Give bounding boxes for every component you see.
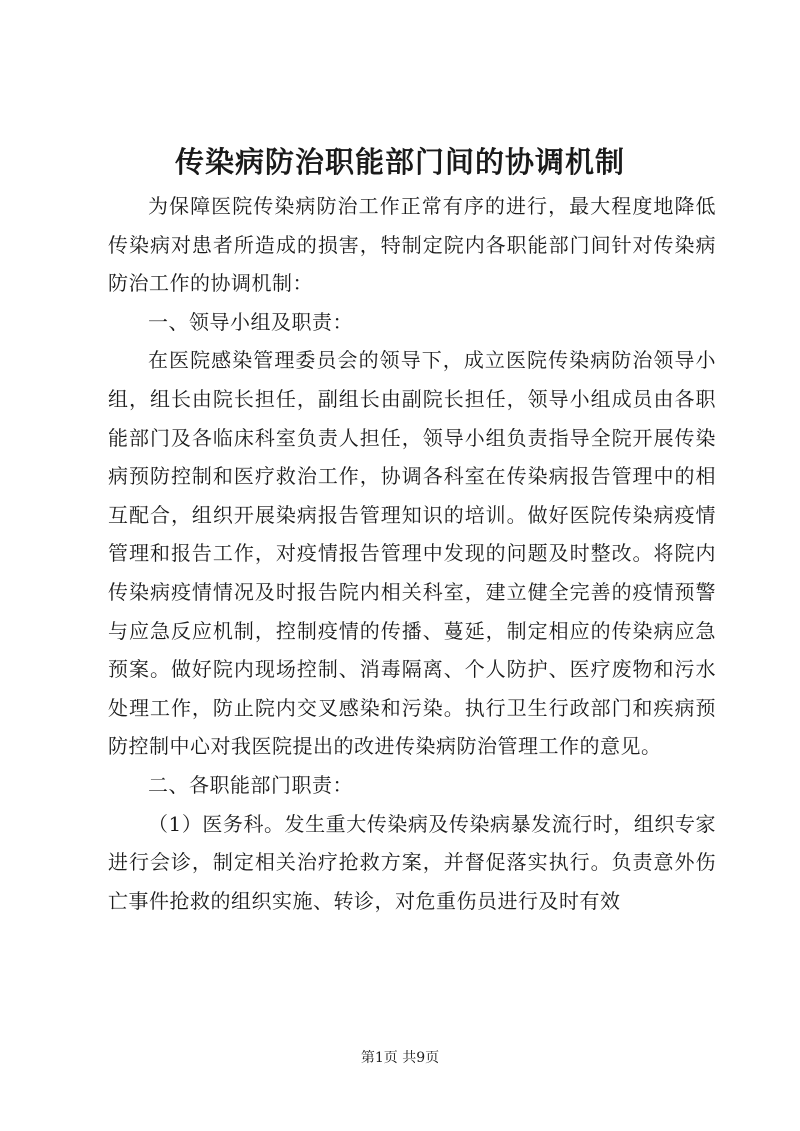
document-body bbox=[108, 187, 716, 920]
document-title: 传染病防治职能部门间的协调机制 bbox=[174, 145, 625, 179]
leadership-paragraph: 在医院感染管理委员会的领导下，成立医院传染病防治领导小组，组长由院长担任，副组长由副院长担任，领导小组成员由各职能部门及各临床科室负责人担任，领导小组负责指导全院开展传染病预防控制和医疗救治工作，协调各科室在传染病报告管理中的相互配合，组织开展染病报告管理知识的培训。做好医院传染病疫情管理和报告工作，对疫情报告管理中发现的问题及时整改。将院内传染病疫情情况及时报告院内相关科室，建立健全完善的疫情预警与应急反应机制，控制疫情的传播、蔓延，制定相应的传染病应急预案。做好院内现场控制、消毒隔离、个人防护、医疗废物和污水处理工作，防止院内交叉感染和污染。执行卫生行政部门和疾病预防控制中心对我医院提出的改进传染病防治管理工作的意见。 bbox=[108, 348, 716, 759]
intro-paragraph: 为保障医院传染病防治工作正常有序的进行，最大程度地降低传染病对患者所造成的损害，特制定院内各职能部门间针对传染病防治工作的协调机制： bbox=[108, 194, 716, 296]
page-number-footer: 第1页 共9页 bbox=[360, 1050, 440, 1066]
medical-affairs-paragraph: （1）医务科。发生重大传染病及传染病暴发流行时，组织专家进行会诊，制定相关治疗抢救方案，并督促落实执行。负责意外伤亡事件抢救的组织实施、转诊，对危重伤员进行及时有效 bbox=[108, 811, 716, 913]
section-heading-departments: 二、各职能部门职责： bbox=[148, 772, 353, 797]
section-heading-leadership: 一、领导小组及职责： bbox=[148, 309, 353, 334]
